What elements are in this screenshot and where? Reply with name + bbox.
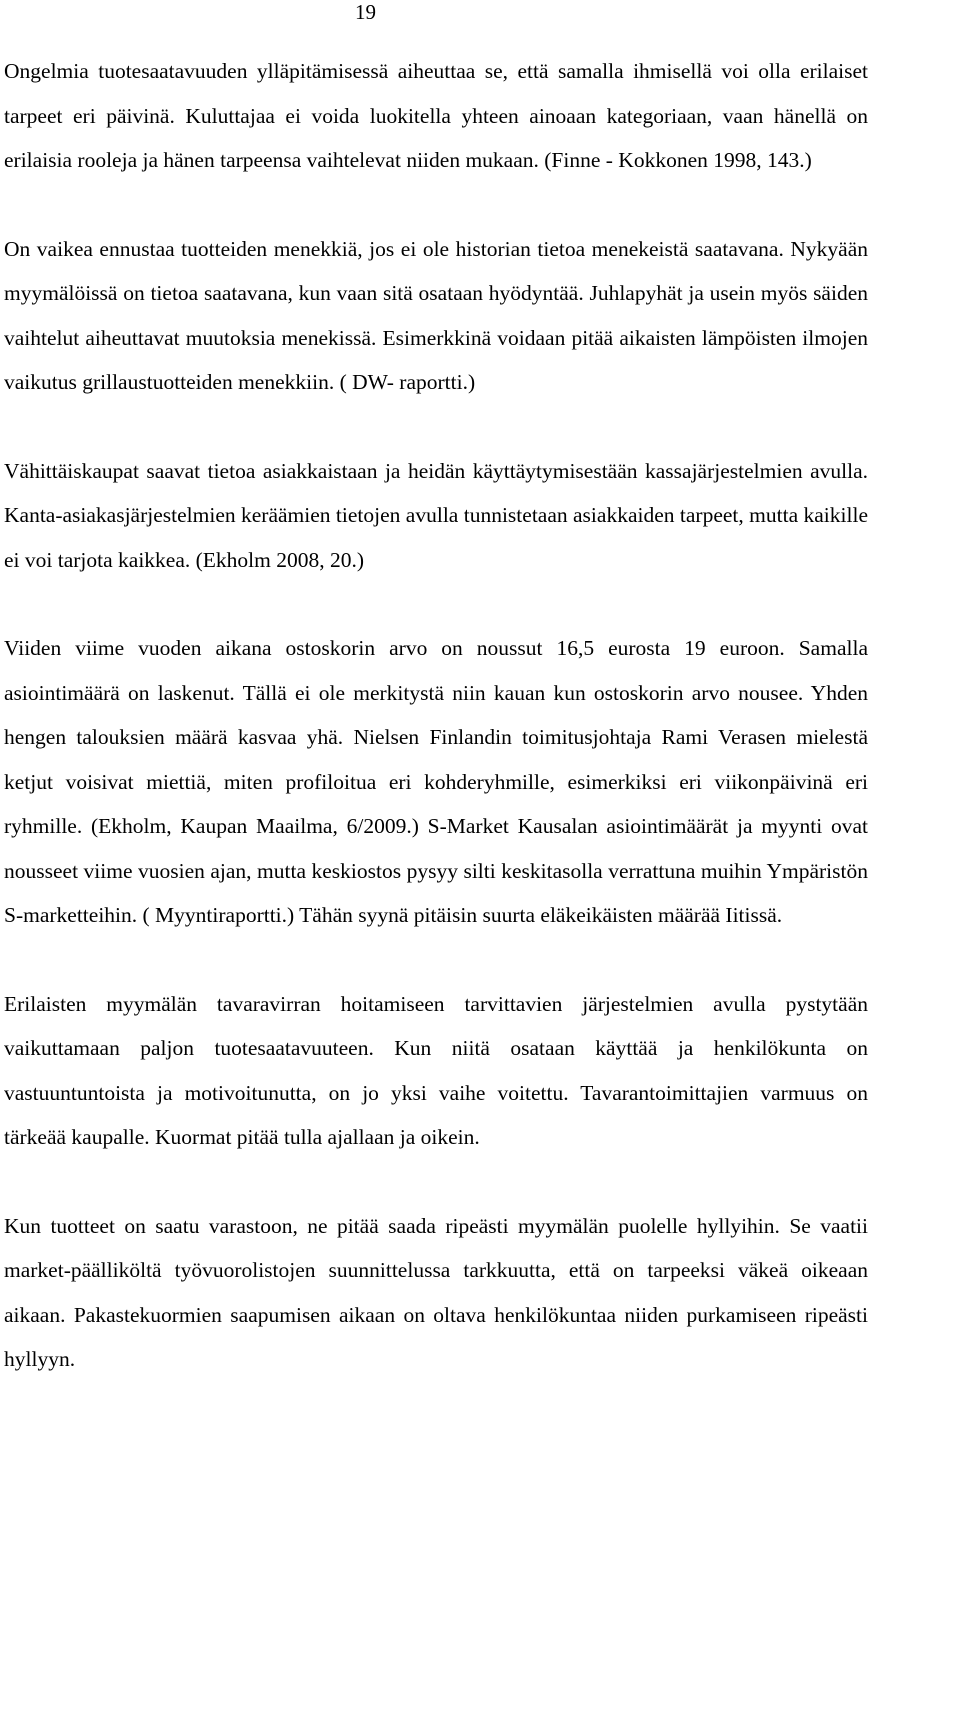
- paragraph-2: On vaikea ennustaa tuotteiden menekkiä, jos ei ole historian tietoa menekeistä saatavana. Nykyään myymälöissä on tietoa saatavana, kun vaan sitä osataan hyödyntää. Juhlapyhät ja usein myös säiden vaihtelut aiheuttavat muutoksia menekissä. Esimerkkinä voidaan pitää aikaisten lämpöisten ilmojen vaikutus grillaustuotteiden menekkiin. ( DW- raportti.): [4, 236, 868, 394]
- paragraph-1: Ongelmia tuotesaatavuuden ylläpitämisessä aiheuttaa se, että samalla ihmisellä voi olla erilaiset tarpeet eri päivinä. Kuluttajaa ei voida luokitella yhteen ainoaan kategoriaan, vaan hänellä on erilaisia rooleja ja hänen tarpeensa vaihtelevat niiden mukaan. (Finne - Kokkonen 1998, 143.): [4, 59, 868, 172]
- paragraph-6: Kun tuotteet on saatu varastoon, ne pitää saada ripeästi myymälän puolelle hyllyihin. Se vaatii market-päälliköltä työvuorolistojen suunnittelussa tarkkuutta, että on tarpeeksi väkeä oikeaan aikaan. Pakastekuormien saapumisen aikaan on oltava henkilökuntaa niiden purkamiseen ripeästi hyllyyn.: [4, 1213, 868, 1371]
- paragraph-5: Erilaisten myymälän tavaravirran hoitamiseen tarvittavien järjestelmien avulla pystytään vaikuttamaan paljon tuotesaatavuuteen. Kun niitä osataan käyttää ja henkilökunta on vastuuntuntoista ja motivoitunutta, on jo yksi vaihe voitettu. Tavarantoimittajien varmuus on tärkeää kaupalle. Kuormat pitää tulla ajallaan ja oikein.: [4, 991, 868, 1149]
- page-number: 19: [355, 0, 376, 24]
- paragraph-4: Viiden viime vuoden aikana ostoskorin arvo on noussut 16,5 eurosta 19 euroon. Samalla asiointimäärä on laskenut. Tällä ei ole merkitystä niin kauan kun ostoskorin arvo nousee. Yhden hengen talouksien määrä kasvaa yhä. Nielsen Finlandin toimitusjohtaja Rami Verasen mielestä ketjut voisivat miettiä, miten profiloitua eri kohderyhmille, esimerkiksi eri viikonpäivinä eri ryhmille. (Ekholm, Kaupan Maailma, 6/2009.) S-Market Kausalan asiointimäärät ja myynti ovat nousseet viime vuosien ajan, mutta keskiostos pysyy silti keskitasolla verrattuna muihin Ympäristön S-marketteihin. ( Myyntiraportti.) Tähän syynä pitäisin suurta eläkeikäisten määrää Iitissä.: [4, 636, 868, 927]
- paragraph-3: Vähittäiskaupat saavat tietoa asiakkaistaan ja heidän käyttäytymisestään kassajärjestelmien avulla. Kanta-asiakasjärjestelmien keräämien tietojen avulla tunnistetaan asiakkaiden tarpeet, mutta kaikille ei voi tarjota kaikkea. (Ekholm 2008, 20.): [4, 458, 868, 572]
- document-body: [4, 49, 868, 1426]
